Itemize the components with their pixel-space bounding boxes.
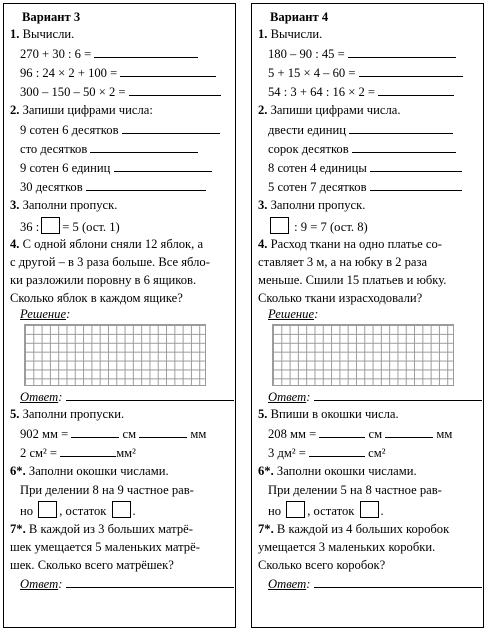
task-2-item: 8 сотен 4 единицы bbox=[268, 159, 462, 175]
task-1-item: 270 + 30 : 6 = bbox=[20, 45, 198, 61]
answer-box[interactable] bbox=[38, 501, 57, 518]
answer-line: Ответ: bbox=[268, 575, 482, 591]
task-2-heading: 2. Запиши цифрами числа: bbox=[10, 103, 153, 117]
solution-label: Решение: bbox=[268, 307, 319, 321]
task-5-line: 2 см² = мм² bbox=[20, 446, 136, 460]
variant-title: Вариант 3 bbox=[22, 10, 81, 24]
task-6-line: При делении 8 на 9 частное рав- bbox=[20, 483, 194, 497]
task-4-line: Сколько яблок в каждом ящике? bbox=[10, 291, 183, 305]
answer-line: Ответ: bbox=[20, 388, 234, 404]
answer-box[interactable] bbox=[270, 217, 289, 234]
task-3-heading: 3. Заполни пропуск. bbox=[258, 198, 366, 212]
task-2-item: двести единиц bbox=[268, 121, 453, 137]
answer-box[interactable] bbox=[112, 501, 131, 518]
task-5-heading: 5. Впиши в окошки числа. bbox=[258, 407, 399, 421]
solution-label: Решение: bbox=[20, 307, 71, 321]
variant-4-column bbox=[251, 3, 484, 628]
task-5-line: 208 мм = см мм bbox=[268, 427, 453, 441]
task-6-line: но , остаток . bbox=[268, 501, 384, 517]
task-4-line: меньше. Сшили 15 платьев и юбку. bbox=[258, 273, 447, 287]
answer-box[interactable] bbox=[360, 501, 379, 518]
answer-line: Ответ: bbox=[268, 388, 482, 404]
task-5-line: 902 мм = см мм bbox=[20, 427, 207, 441]
task-7-line: умещается 3 маленьких коробки. bbox=[258, 540, 436, 554]
task-1-heading: 1. Вычисли. bbox=[10, 27, 75, 41]
solution-grid bbox=[272, 324, 454, 386]
task-4-line: ки разложили поровну в 6 ящиков. bbox=[10, 273, 197, 287]
task-1-item: 96 : 24 × 2 + 100 = bbox=[20, 64, 216, 80]
task-1-item: 300 – 150 – 50 × 2 = bbox=[20, 83, 221, 99]
task-6-line: но , остаток . bbox=[20, 501, 136, 517]
answer-line: Ответ: bbox=[20, 575, 234, 591]
task-2-heading: 2. Запиши цифрами числа. bbox=[258, 103, 401, 117]
task-7-line: Сколько всего коробок? bbox=[258, 558, 386, 572]
variant-title: Вариант 4 bbox=[270, 10, 329, 24]
task-2-item: 5 сотен 7 десятков bbox=[268, 178, 462, 194]
answer-box[interactable] bbox=[286, 501, 305, 518]
task-5-line: 3 дм² = см² bbox=[268, 446, 386, 460]
task-1-item: 180 – 90 : 45 = bbox=[268, 45, 456, 61]
task-2-item: 9 сотен 6 десятков bbox=[20, 121, 220, 137]
task-2-item: сто десятков bbox=[20, 140, 198, 156]
task-5-heading: 5. Заполни пропуски. bbox=[10, 407, 125, 421]
task-6-line: При делении 5 на 8 частное рав- bbox=[268, 483, 442, 497]
task-4-line: 4. С одной яблони сняли 12 яблок, а bbox=[10, 237, 204, 251]
task-1-item: 5 + 15 × 4 – 60 = bbox=[268, 64, 463, 80]
solution-grid bbox=[24, 324, 206, 386]
task-3-expression: 36 : = 5 (ост. 1) bbox=[20, 217, 120, 233]
task-7-line: 7*. В каждой из 4 больших коробок bbox=[258, 522, 450, 536]
task-2-item: 30 десятков bbox=[20, 178, 206, 194]
task-4-line: ставляет 3 м, а на юбку в 2 раза bbox=[258, 255, 428, 269]
task-3-heading: 3. Заполни пропуск. bbox=[10, 198, 118, 212]
task-1-heading: 1. Вычисли. bbox=[258, 27, 323, 41]
task-6-heading: 6*. Заполни окошки числами. bbox=[10, 464, 169, 478]
task-7-line: шек умещается 5 маленьких матрё- bbox=[10, 540, 200, 554]
task-3-expression: : 9 = 7 (ост. 8) bbox=[268, 217, 368, 233]
task-4-line: Сколько ткани израсходовали? bbox=[258, 291, 423, 305]
task-7-line: 7*. В каждой из 3 больших матрё- bbox=[10, 522, 193, 536]
task-6-heading: 6*. Заполни окошки числами. bbox=[258, 464, 417, 478]
task-4-line: 4. Расход ткани на одно платье со- bbox=[258, 237, 442, 251]
answer-box[interactable] bbox=[41, 217, 60, 234]
variant-3-column bbox=[3, 3, 236, 628]
task-2-item: 9 сотен 6 единиц bbox=[20, 159, 212, 175]
task-4-line: с другой – в 3 раза больше. Все ябло- bbox=[10, 255, 210, 269]
task-2-item: сорок десятков bbox=[268, 140, 456, 156]
task-1-item: 54 : 3 + 64 : 16 × 2 = bbox=[268, 83, 454, 99]
task-7-line: шек. Сколько всего матрёшек? bbox=[10, 558, 174, 572]
